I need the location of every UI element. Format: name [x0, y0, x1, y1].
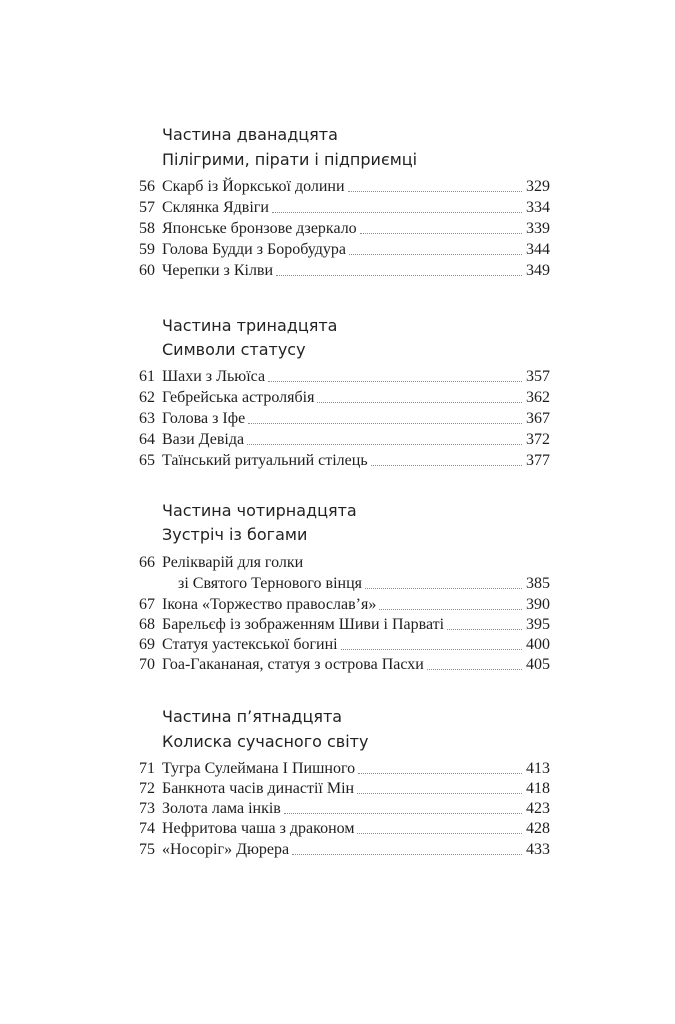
dot-leader [317, 401, 522, 403]
dot-leader [248, 422, 522, 424]
entry-number: 69 [139, 636, 155, 653]
entry-title: Нефритова чаша з драконом [162, 820, 355, 837]
dot-leader [276, 274, 522, 276]
entry-page: 367 [526, 410, 550, 427]
dot-leader [379, 608, 522, 610]
entry-number: 70 [139, 656, 155, 673]
entry-title: Гоа-Гакананая, статуя з острова Пасхи [162, 656, 424, 673]
entry-number: 65 [139, 452, 155, 469]
dot-leader [358, 772, 522, 774]
entry-number: 59 [139, 241, 155, 258]
entry-number: 67 [139, 596, 155, 613]
dot-leader [427, 668, 522, 670]
entry-page: 413 [526, 760, 550, 777]
entry-page: 423 [526, 800, 550, 817]
entry-number: 75 [139, 841, 155, 858]
entry-number: 71 [139, 760, 155, 777]
dot-leader [272, 211, 522, 213]
entry-page: 344 [526, 241, 550, 258]
entry-title: Ікона «Торжество православ’я» [162, 596, 377, 613]
entry-title: Таїнський ритуальний стілець [162, 452, 368, 469]
entry-title-line1: Релікварій для голки [162, 554, 304, 571]
dot-leader [349, 253, 522, 255]
entry-title: Вази Девіда [162, 431, 245, 448]
part-title: Пілігрими, пірати і підприємці [162, 150, 418, 169]
entry-title: Барельєф із зображенням Шиви і Парваті [162, 616, 445, 633]
entry-page: 405 [526, 656, 550, 673]
part-title: Символи статусу [162, 340, 306, 359]
entry-title: Золота лама інків [162, 800, 281, 817]
entry-number: 60 [139, 262, 155, 279]
dot-leader [268, 380, 522, 382]
entry-number: 74 [139, 820, 155, 837]
entry-number: 73 [139, 800, 155, 817]
entry-page: 418 [526, 780, 550, 797]
entry-title: Голова з Іфе [162, 410, 246, 427]
entry-page: 349 [526, 262, 550, 279]
entry-title: «Носоріг» Дюрера [162, 841, 290, 858]
part-label: Частина п’ятнадцята [162, 707, 343, 726]
dot-leader [357, 792, 522, 794]
entry-page: 339 [526, 220, 550, 237]
dot-leader [357, 832, 522, 834]
part-label: Частина дванадцята [162, 125, 338, 144]
entry-title: Тугра Сулеймана І Пишного [162, 760, 356, 777]
part-title: Зустріч із богами [162, 525, 308, 544]
entry-page: 372 [526, 431, 550, 448]
entry-page: 395 [526, 616, 550, 633]
entry-page: 329 [526, 178, 550, 195]
dot-leader [447, 628, 522, 630]
toc-entry[interactable] [0, 553, 675, 594]
entry-number: 72 [139, 780, 155, 797]
entry-title: Скарб із Йоркської долини [162, 178, 345, 195]
entry-title: Склянка Ядвіги [162, 199, 269, 216]
entry-page: 385 [526, 575, 550, 592]
entry-number: 66 [139, 554, 155, 571]
entry-number: 57 [139, 199, 155, 216]
part-label: Частина тринадцята [162, 316, 338, 335]
part-title: Колиска сучасного світу [162, 732, 369, 751]
entry-title: Статуя уастекської богині [162, 636, 338, 653]
entry-title: Шахи з Льюїса [162, 368, 266, 385]
dot-leader [247, 443, 522, 445]
entry-page: 390 [526, 596, 550, 613]
entry-number: 61 [139, 368, 155, 385]
entry-number: 64 [139, 431, 155, 448]
dot-leader [365, 587, 522, 589]
entry-page: 362 [526, 389, 550, 406]
entry-page: 377 [526, 452, 550, 469]
dot-leader [371, 464, 522, 466]
entry-number: 58 [139, 220, 155, 237]
dot-leader [348, 190, 522, 192]
dot-leader [292, 853, 522, 855]
entry-page: 400 [526, 636, 550, 653]
entry-page: 428 [526, 820, 550, 837]
entry-number: 63 [139, 410, 155, 427]
entry-title: Японське бронзове дзеркало [162, 220, 357, 237]
entry-title: Черепки з Кілви [162, 262, 274, 279]
entry-number: 68 [139, 616, 155, 633]
entry-number: 56 [139, 178, 155, 195]
entry-title: Гебрейська астролябія [162, 389, 315, 406]
entry-page: 433 [526, 841, 550, 858]
entry-page: 357 [526, 368, 550, 385]
entry-title: Банкнота часів династії Мін [162, 780, 355, 797]
entry-number: 62 [139, 389, 155, 406]
part-label: Частина чотирнадцята [162, 501, 357, 520]
entry-title: зі Святого Тернового вінця [178, 575, 363, 592]
dot-leader [284, 812, 522, 814]
entry-title: Голова Будди з Боробудура [162, 241, 346, 258]
dot-leader [360, 232, 522, 234]
entry-page: 334 [526, 199, 550, 216]
dot-leader [341, 648, 522, 650]
